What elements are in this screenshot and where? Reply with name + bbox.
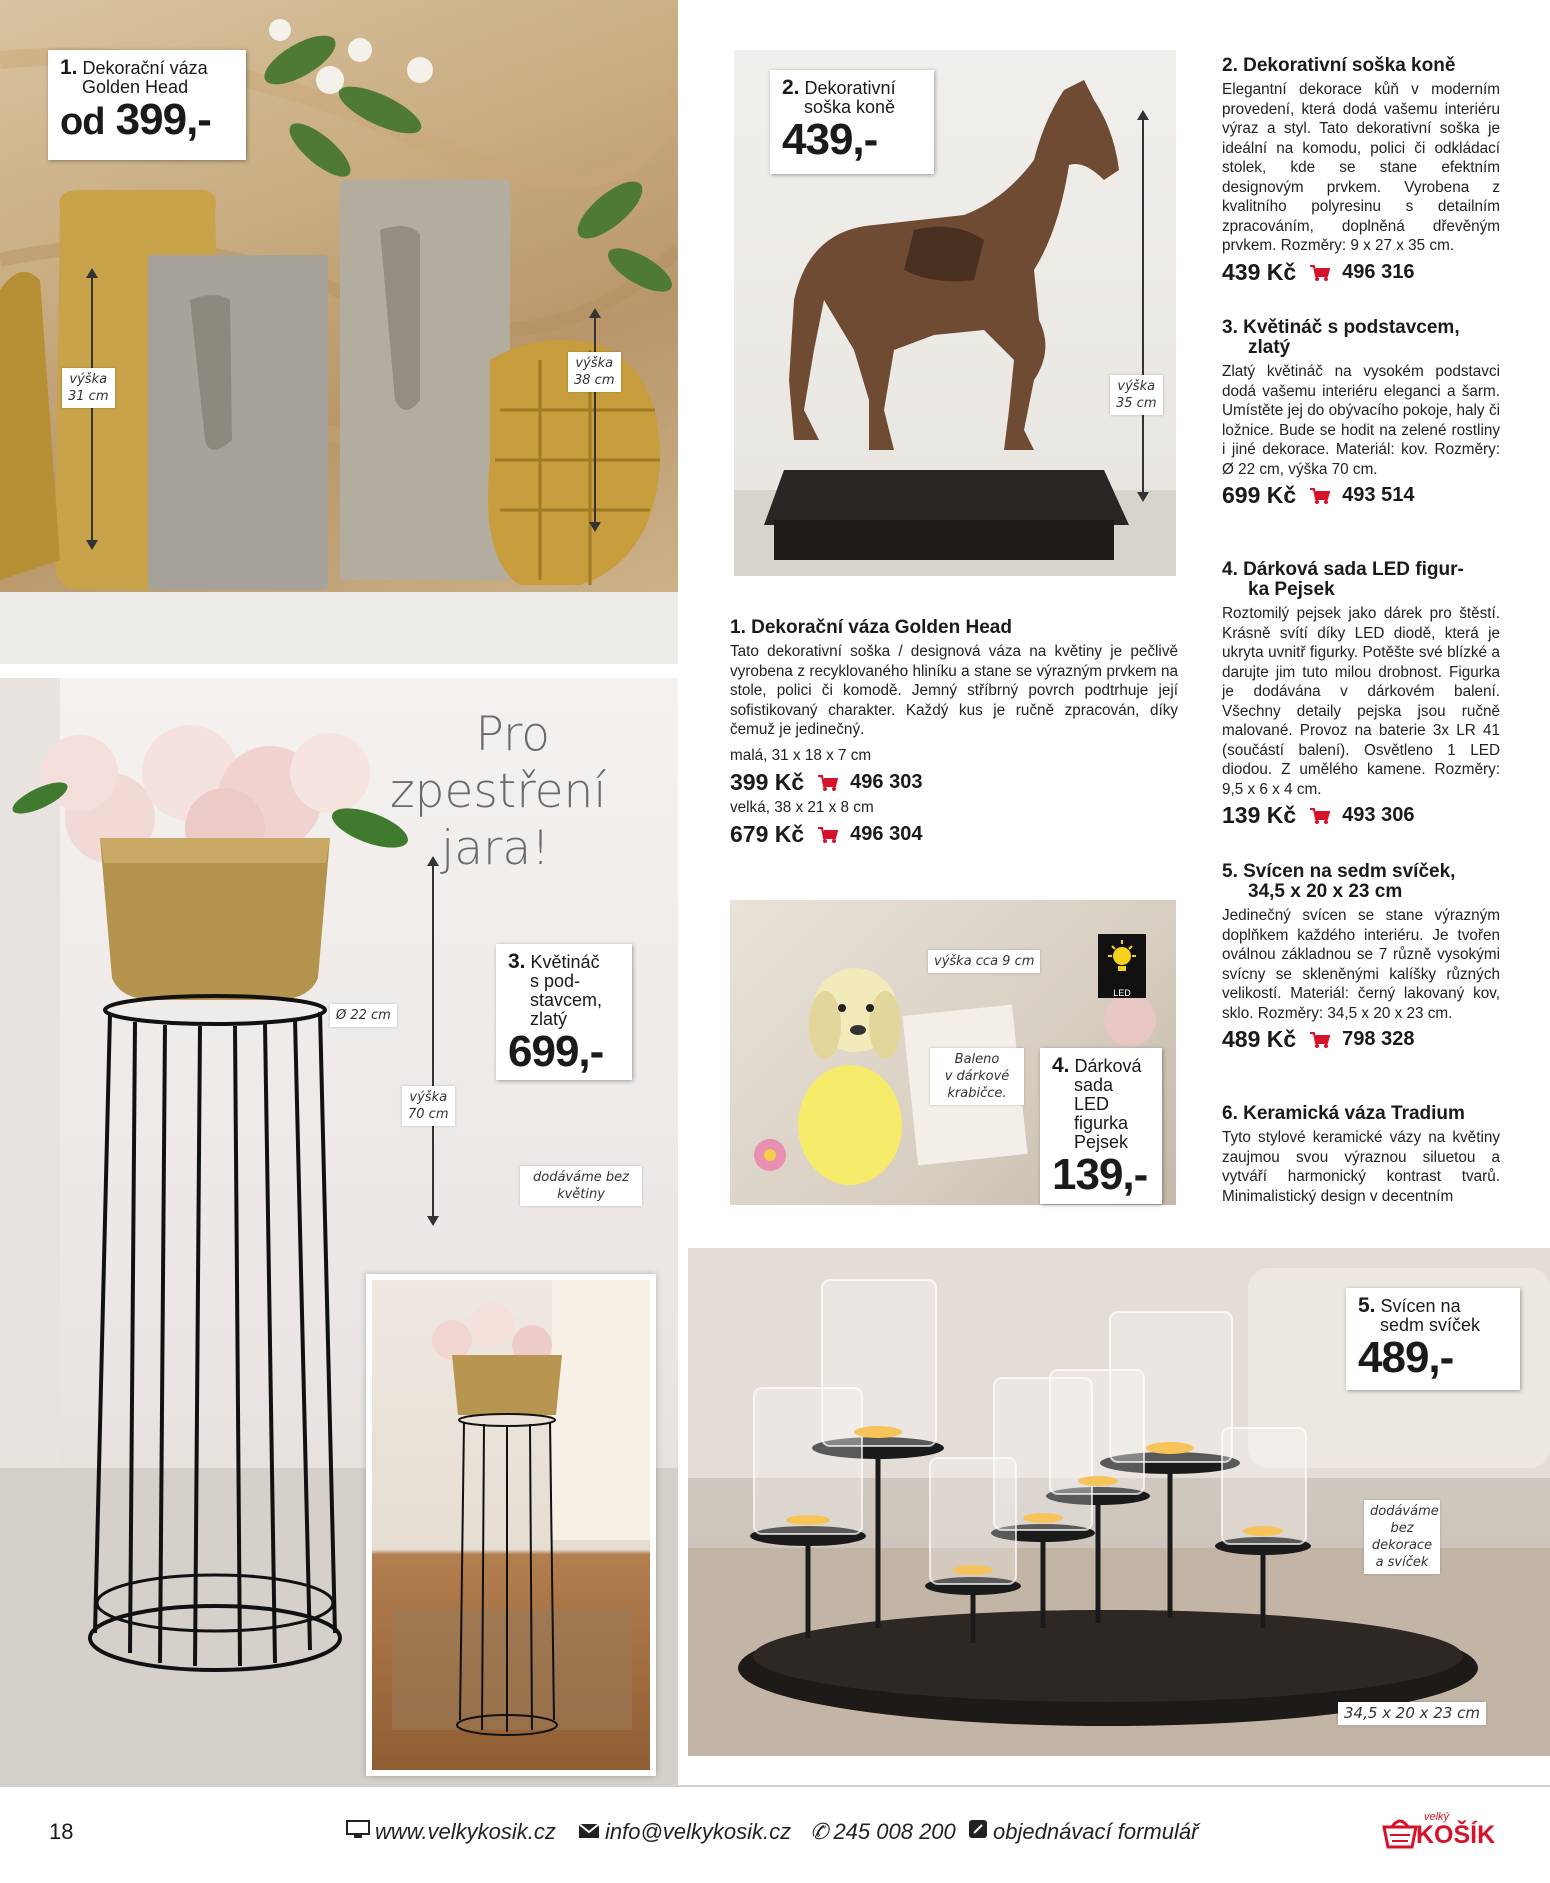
footer xyxy=(0,1785,1550,1883)
price-line xyxy=(1222,801,1500,829)
footer-order-form-link[interactable] xyxy=(968,1819,1198,1845)
room-illustration xyxy=(372,1280,650,1770)
box-name: Golden Head xyxy=(82,77,189,97)
product-title: ka Pejsek xyxy=(1248,579,1335,600)
height-tag xyxy=(568,352,621,392)
product-title: zlatý xyxy=(1248,337,1291,358)
dimensions-tag: 34,5 x 20 x 23 cm xyxy=(1338,1702,1486,1725)
diameter-tag: Ø 22 cm xyxy=(330,1004,397,1027)
product-desc: Tato dekorativní soška / designová váza na květiny je pečlivě vyrobena z recyklovaného hliníku a stane se výrazným prvkem na stole, polici či komodě. Jemný stříbrný povrch podtrhuje její sofistikovaný charakter. Každý kus je ručně zpracován, díky čemuž je jedinečný. xyxy=(730,643,1178,738)
product-1-description xyxy=(730,618,1178,848)
tag-text: výška xyxy=(1117,379,1156,394)
velky-kosik-logo[interactable] xyxy=(1380,1807,1500,1857)
product-title: 3. Květináč s podstavcem, xyxy=(1222,317,1460,338)
tag-text: dodáváme bez xyxy=(533,1170,629,1185)
order-code: 496 316 xyxy=(1342,260,1415,283)
footer-email-text: info@velkykosik.cz xyxy=(605,1819,792,1844)
price-box-vase xyxy=(48,50,246,160)
shelf xyxy=(0,592,678,664)
variant-label: velká, 38 x 21 x 8 cm xyxy=(730,798,874,816)
box-price: 489,- xyxy=(1358,1333,1454,1382)
box-name: figurka xyxy=(1074,1113,1129,1133)
height-arrow xyxy=(1142,112,1144,500)
envelope-icon xyxy=(578,1819,600,1845)
tag-text: 35 cm xyxy=(1116,396,1157,411)
product-price: 399 Kč xyxy=(730,768,805,795)
box-number: 5. xyxy=(1358,1294,1376,1317)
box-name: s pod- xyxy=(530,971,581,991)
tag-text: bez xyxy=(1390,1521,1414,1536)
slogan-line: zpestření xyxy=(390,764,607,819)
tag-text: Baleno xyxy=(954,1052,1000,1067)
phone-icon: ✆ xyxy=(810,1819,829,1844)
tag-text: květiny xyxy=(557,1187,605,1202)
gift-box-tag xyxy=(930,1048,1024,1105)
logo-small-text: velký xyxy=(1424,1811,1450,1823)
product-desc: Jedinečný svícen se stane výrazným doplňkem každého interiéru. Je tvořen oválnou základnou se 7 různě vysokými svícny se skleněnými kalíšky různých velikostí. Materiál: černý lakovaný kov, sklo. Rozměry: 34,5 x 20 x 23 cm. xyxy=(1222,907,1500,1022)
box-price: 699,- xyxy=(508,1027,604,1076)
box-number: 2. xyxy=(782,76,800,99)
order-code: 496 304 xyxy=(850,822,923,845)
footer-phone-link[interactable] xyxy=(810,1819,956,1845)
cart-icon[interactable] xyxy=(1310,488,1330,502)
box-name: Květináč xyxy=(530,952,600,972)
slogan-line: Pro xyxy=(475,707,550,762)
slogan xyxy=(390,706,607,877)
tag-text: výška xyxy=(409,1090,448,1105)
cart-icon[interactable] xyxy=(1310,265,1330,279)
height-arrow xyxy=(91,270,93,548)
price-box-stand xyxy=(496,944,632,1080)
box-name: Dekorační váza xyxy=(82,58,208,78)
product-title: 34,5 x 20 x 23 cm xyxy=(1248,881,1403,902)
no-decoration-tag xyxy=(1364,1500,1440,1574)
logo-main-text: KOŠÍK xyxy=(1416,1821,1496,1849)
tag-text: a svíček xyxy=(1375,1555,1429,1570)
box-number: 1. xyxy=(60,56,78,79)
product-price: 139 Kč xyxy=(1222,802,1297,828)
price-line xyxy=(1222,481,1500,509)
page-number: 18 xyxy=(49,1819,74,1844)
height-tag: výška cca 9 cm xyxy=(928,950,1040,973)
cart-icon[interactable] xyxy=(818,775,838,789)
box-name: soška koně xyxy=(804,97,896,117)
price-box-horse xyxy=(770,70,934,174)
product-title: 4. Dárková sada LED figur- xyxy=(1222,559,1464,580)
cart-icon[interactable] xyxy=(1310,808,1330,822)
tag-text: krabičce. xyxy=(947,1086,1007,1101)
product-desc: Tyto stylové keramické vázy na květiny zaujmou svou výraznou siluetou a vytváří harmonický kontrast tvarů. Minimalistický design v decentním xyxy=(1222,1129,1500,1205)
footer-email-link[interactable] xyxy=(578,1819,791,1845)
footer-web-text: www.velkykosik.cz xyxy=(375,1819,556,1844)
box-name: stavcem, xyxy=(530,990,603,1010)
footer-order-form-text: objednávací formulář xyxy=(993,1819,1199,1844)
price-prefix: od xyxy=(60,101,105,143)
product-desc: Elegantní dekorace kůň v moderním provedení, která dodá vašemu interiéru výraz a styl. Tato dekorativní soška je ideální na komodu, polici či odkládací stolek, kde se stane efektním designovým prvkem. Vyrobena z kvalitního polyresinu s detailním zpracováním, doplněná dřevěným prvkem. Rozměry: 9 x 27 x 35 cm. xyxy=(1222,81,1500,254)
box-name: zlatý xyxy=(530,1009,568,1029)
monitor-icon xyxy=(346,1819,370,1845)
product-desc: Roztomilý pejsek jako dárek pro štěstí. Krásně svítí díky LED diodě, která je ukryta uvnitř figurky. Potěšte své blízké a darujte jim tuto milou drobnost. Figurka je dodávána v dárkovém balení. Všechny detaily pejska jsou ručně malované. Provoz na baterie 3x LR 41 (součástí balení). Osvětleno 1 LED diodou. Z umělého kamene. Rozměry: 9,5 x 6 x 4 cm. xyxy=(1222,605,1500,798)
product-4-description xyxy=(1222,560,1500,829)
led-label: LED xyxy=(1113,988,1131,998)
price-box-candles xyxy=(1346,1288,1520,1390)
box-price: 399,- xyxy=(115,95,211,144)
product-2-description xyxy=(1222,56,1500,286)
height-tag xyxy=(402,1086,455,1126)
box-name: Svícen na xyxy=(1380,1296,1461,1316)
room-inset-photo xyxy=(366,1274,656,1776)
box-name: sada xyxy=(1074,1075,1114,1095)
tag-text: dekorace xyxy=(1371,1538,1433,1553)
height-tag xyxy=(62,368,115,408)
no-flowers-tag xyxy=(520,1166,642,1206)
price-line xyxy=(730,768,1178,796)
height-tag xyxy=(1110,375,1163,415)
height-arrow xyxy=(594,310,596,530)
product-title: 1. Dekorační váza Golden Head xyxy=(730,617,1012,638)
footer-phone-text: 245 008 200 xyxy=(833,1819,956,1844)
tag-text: výška xyxy=(575,356,614,371)
cart-icon[interactable] xyxy=(1310,1032,1330,1046)
tag-text: výška xyxy=(69,372,108,387)
box-name: LED xyxy=(1074,1094,1110,1114)
height-arrow xyxy=(432,858,434,1224)
product-desc: Zlatý květináč na vysokém podstavci dodá vašemu interiéru eleganci a šarm. Umístěte jej do obývacího pokoje, haly či ložnice. Bude se hodit na zelené rostliny i jiné dekorace. Materiál: kov. Rozměry: Ø 22 cm, výška 70 cm. xyxy=(1222,363,1500,478)
led-badge xyxy=(1098,934,1146,998)
product-price: 439 Kč xyxy=(1222,258,1297,285)
box-number: 3. xyxy=(508,950,526,973)
box-name: sedm svíček xyxy=(1380,1315,1481,1335)
product-6-description xyxy=(1222,1104,1500,1206)
order-code: 798 328 xyxy=(1342,1028,1415,1050)
product-title: 5. Svícen na sedm svíček, xyxy=(1222,861,1456,882)
box-name: Pejsek xyxy=(1074,1132,1129,1152)
basket-icon xyxy=(1380,1813,1420,1853)
order-code: 493 514 xyxy=(1342,484,1415,506)
product-5-description xyxy=(1222,862,1500,1053)
cart-icon[interactable] xyxy=(818,827,838,841)
product-title: 2. Dekorativní soška koně xyxy=(1222,55,1456,76)
variant-label: malá, 31 x 18 x 7 cm xyxy=(730,746,872,764)
edit-form-icon xyxy=(968,1819,988,1845)
price-line xyxy=(1222,1025,1500,1053)
box-number: 4. xyxy=(1052,1054,1070,1077)
price-box-dog xyxy=(1040,1048,1162,1204)
box-name: Dekorativní xyxy=(804,78,896,98)
tag-text: 38 cm xyxy=(574,373,615,388)
box-price: 139,- xyxy=(1052,1150,1148,1199)
price-line xyxy=(1222,258,1500,286)
price-line xyxy=(730,820,1178,848)
tag-text: 70 cm xyxy=(408,1107,449,1122)
slogan-line: jara! xyxy=(441,821,550,876)
product-price: 679 Kč xyxy=(730,820,805,847)
tag-text: v dárkové xyxy=(944,1069,1010,1084)
order-code: 493 306 xyxy=(1342,804,1415,826)
tag-text: dodáváme xyxy=(1370,1504,1439,1519)
footer-web-link[interactable] xyxy=(346,1819,556,1845)
product-price: 489 Kč xyxy=(1222,1026,1297,1052)
tag-text: 31 cm xyxy=(68,389,109,404)
box-price: 439,- xyxy=(782,115,878,164)
product-price: 699 Kč xyxy=(1222,482,1297,508)
order-code: 496 303 xyxy=(850,770,923,793)
product-title: 6. Keramická váza Tradium xyxy=(1222,1103,1465,1124)
lightbulb-icon xyxy=(1098,934,1146,984)
product-3-description xyxy=(1222,318,1500,509)
box-name: Dárková xyxy=(1074,1056,1142,1076)
